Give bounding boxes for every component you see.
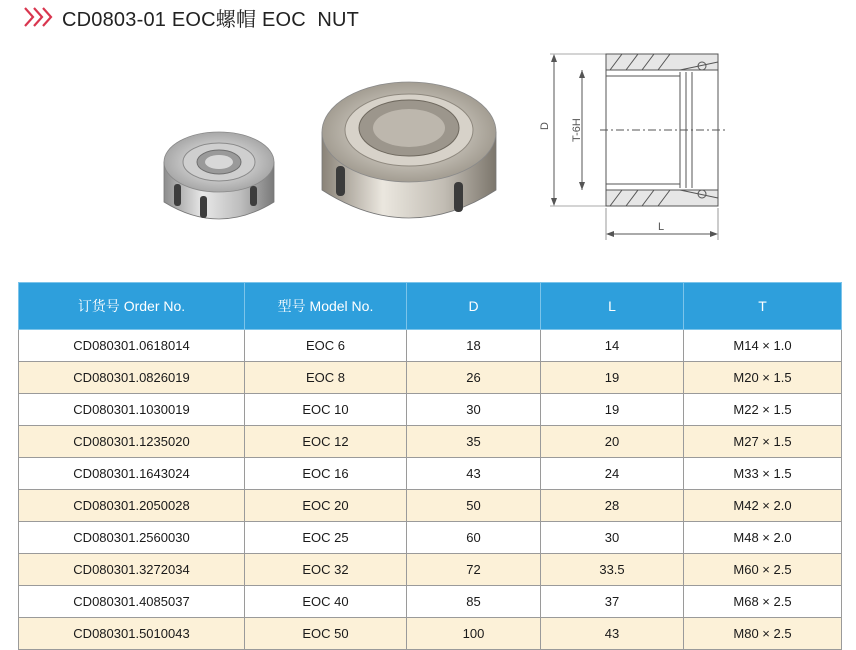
d-cell: 50 <box>407 490 541 522</box>
order-no-cell: CD080301.0826019 <box>19 362 245 394</box>
dimension-label-l: L <box>658 221 665 233</box>
l-cell: 20 <box>541 426 684 458</box>
column-header-l: L <box>541 283 684 330</box>
t-cell: M68 × 2.5 <box>684 586 842 618</box>
page-header <box>22 4 359 30</box>
l-cell: 19 <box>541 362 684 394</box>
d-cell: 60 <box>407 522 541 554</box>
model-no-cell: EOC 20 <box>245 490 407 522</box>
table-row <box>19 426 842 458</box>
table-row <box>19 586 842 618</box>
l-cell: 43 <box>541 618 684 650</box>
model-no-cell: EOC 12 <box>245 426 407 458</box>
model-no-cell: EOC 25 <box>245 522 407 554</box>
l-cell: 14 <box>541 330 684 362</box>
d-cell: 100 <box>407 618 541 650</box>
double-chevron-icon <box>22 5 56 29</box>
column-header-model-no: 型号 Model No. <box>245 283 407 330</box>
l-cell: 24 <box>541 458 684 490</box>
l-cell: 37 <box>541 586 684 618</box>
l-cell: 30 <box>541 522 684 554</box>
small-nut-photo <box>160 124 278 232</box>
d-cell: 35 <box>407 426 541 458</box>
order-no-cell: CD080301.2560030 <box>19 522 245 554</box>
table-row <box>19 458 842 490</box>
table-row <box>19 394 842 426</box>
model-no-cell: EOC 16 <box>245 458 407 490</box>
l-cell: 19 <box>541 394 684 426</box>
d-cell: 30 <box>407 394 541 426</box>
column-header-d: D <box>407 283 541 330</box>
order-no-cell: CD080301.3272034 <box>19 554 245 586</box>
t-cell: M22 × 1.5 <box>684 394 842 426</box>
d-cell: 43 <box>407 458 541 490</box>
t-cell: M33 × 1.5 <box>684 458 842 490</box>
column-header-t: T <box>684 283 842 330</box>
technical-drawing <box>530 42 746 248</box>
t-cell: M14 × 1.0 <box>684 330 842 362</box>
model-no-cell: EOC 32 <box>245 554 407 586</box>
d-cell: 72 <box>407 554 541 586</box>
order-no-cell: CD080301.2050028 <box>19 490 245 522</box>
d-cell: 26 <box>407 362 541 394</box>
order-no-cell: CD080301.5010043 <box>19 618 245 650</box>
table-row <box>19 362 842 394</box>
model-no-cell: EOC 8 <box>245 362 407 394</box>
page-title: CD0803-01 EOC螺帽 EOC NUT <box>62 8 360 31</box>
order-no-cell: CD080301.0618014 <box>19 330 245 362</box>
table-header-row <box>19 283 842 330</box>
t-cell: M48 × 2.0 <box>684 522 842 554</box>
spec-table <box>18 282 842 650</box>
model-no-cell: EOC 6 <box>245 330 407 362</box>
t-cell: M80 × 2.5 <box>684 618 842 650</box>
t-cell: M60 × 2.5 <box>684 554 842 586</box>
order-no-cell: CD080301.1235020 <box>19 426 245 458</box>
table-row <box>19 522 842 554</box>
table-row <box>19 330 842 362</box>
table-row <box>19 618 842 650</box>
l-cell: 33.5 <box>541 554 684 586</box>
model-no-cell: EOC 40 <box>245 586 407 618</box>
d-cell: 18 <box>407 330 541 362</box>
order-no-cell: CD080301.4085037 <box>19 586 245 618</box>
dimension-label-t: T-6H <box>571 118 583 142</box>
t-cell: M42 × 2.0 <box>684 490 842 522</box>
large-nut-photo <box>318 70 500 238</box>
d-cell: 85 <box>407 586 541 618</box>
t-cell: M20 × 1.5 <box>684 362 842 394</box>
t-cell: M27 × 1.5 <box>684 426 842 458</box>
order-no-cell: CD080301.1030019 <box>19 394 245 426</box>
order-no-cell: CD080301.1643024 <box>19 458 245 490</box>
model-no-cell: EOC 50 <box>245 618 407 650</box>
l-cell: 28 <box>541 490 684 522</box>
dimension-label-d: D <box>539 122 551 130</box>
table-row <box>19 554 842 586</box>
model-no-cell: EOC 10 <box>245 394 407 426</box>
table-row <box>19 490 842 522</box>
column-header-order-no: 订货号 Order No. <box>19 283 245 330</box>
